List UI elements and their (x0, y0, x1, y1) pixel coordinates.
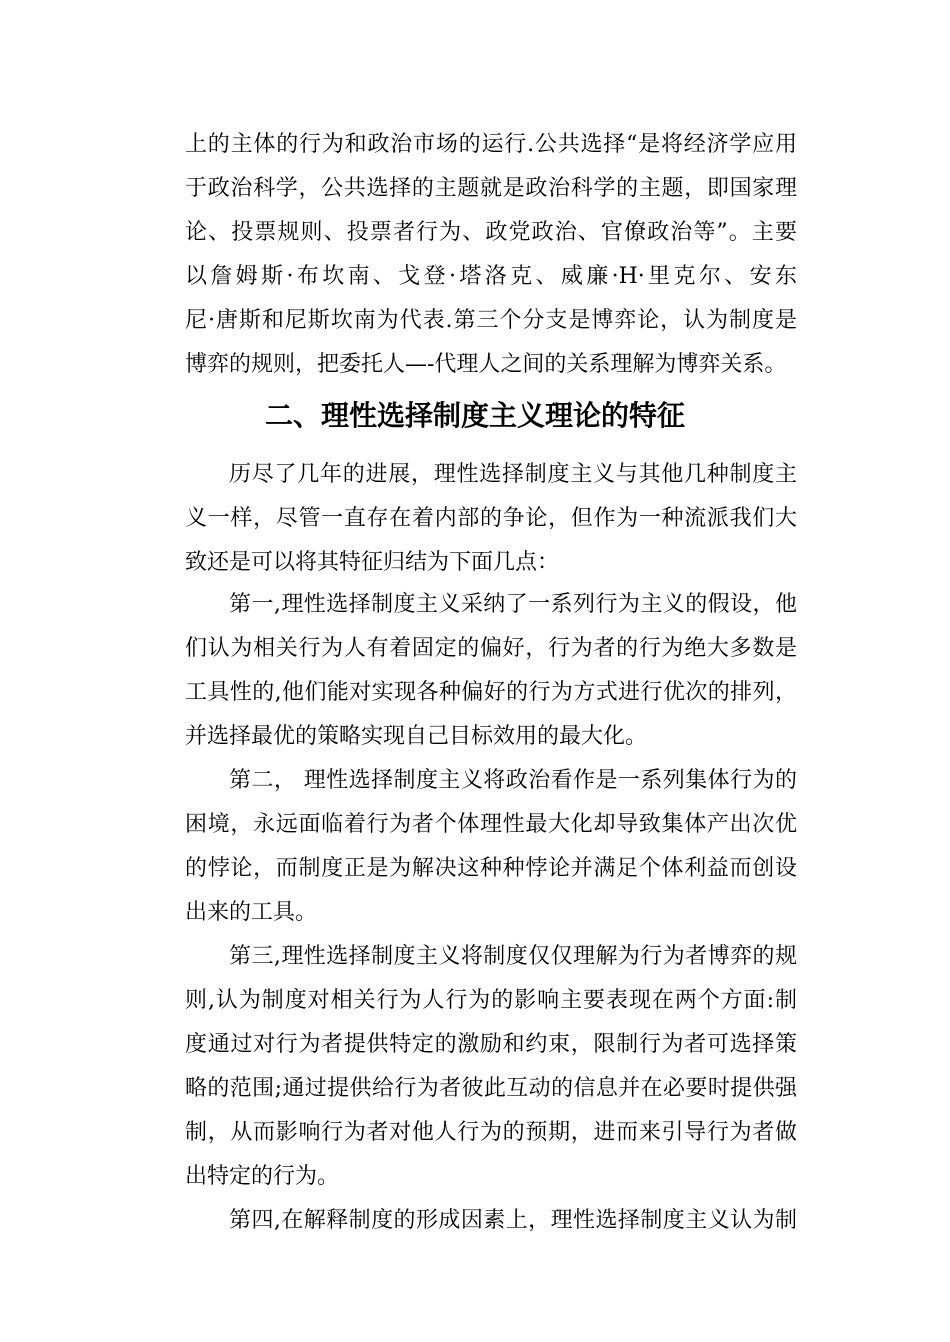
text-line: 以詹姆斯·布坎南、戈登·塔洛克、威廉·H·里克尔、安东 (185, 264, 797, 289)
text-line: 博弈的规则，把委托人—-代理人之间的关系理解为博弈关系。 (185, 352, 787, 377)
text-line: 的悖论，而制度正是为解决这种种悖论并满足个体利益而创设 (185, 856, 797, 881)
text-line: 上的主体的行为和政治市场的运行.公共选择“是将经济学应用 (185, 132, 797, 157)
text-line: 第四,在解释制度的形成因素上，理性选择制度主义认为制 (229, 1208, 797, 1233)
text-line: 致还是可以将其特征归结为下面几点： (185, 550, 560, 575)
text-line: 出特定的行为。 (185, 1164, 340, 1189)
section-heading: 二、理性选择制度主义理论的特征 (264, 399, 685, 432)
text-line: 义一样，尽管一直存在着内部的争论，但作为一种流派我们大 (185, 506, 797, 531)
text-line: 第二， 理性选择制度主义将政治看作是一系列集体行为的 (229, 768, 797, 793)
text-line: 出来的工具。 (185, 900, 318, 925)
text-line: 度通过对行为者提供特定的激励和约束，限制行为者可选择策 (185, 1032, 797, 1057)
text-line: 尼·唐斯和尼斯坎南为代表.第三个分支是博弈论，认为制度是 (185, 308, 797, 333)
text-line: 们认为相关行为人有着固定的偏好，行为者的行为绝大多数是 (185, 636, 797, 661)
text-line: 第三,理性选择制度主义将制度仅仅理解为行为者博弈的规 (229, 944, 797, 969)
text-line: 论、投票规则、投票者行为、政党政治、官僚政治等”。主要 (185, 220, 797, 245)
text-line: 于政治科学，公共选择的主题就是政治科学的主题，即国家理 (185, 176, 797, 201)
text-line: 略的范围;通过提供给行为者彼此互动的信息并在必要时提供强 (185, 1076, 797, 1101)
text-line: 则,认为制度对相关行为人行为的影响主要表现在两个方面:制 (185, 988, 797, 1013)
text-line: 第一,理性选择制度主义采纳了一系列行为主义的假设，他 (229, 592, 797, 617)
text-line: 困境，永远面临着行为者个体理性最大化却导致集体产出次优 (185, 812, 797, 837)
text-line: 并选择最优的策略实现自己目标效用的最大化。 (185, 724, 648, 749)
text-line: 制，从而影响行为者对他人行为的预期，进而来引导行为者做 (185, 1120, 797, 1145)
text-line: 历尽了几年的进展，理性选择制度主义与其他几种制度主 (229, 462, 797, 487)
text-line: 工具性的,他们能对实现各种偏好的行为方式进行优次的排列， (185, 680, 797, 705)
